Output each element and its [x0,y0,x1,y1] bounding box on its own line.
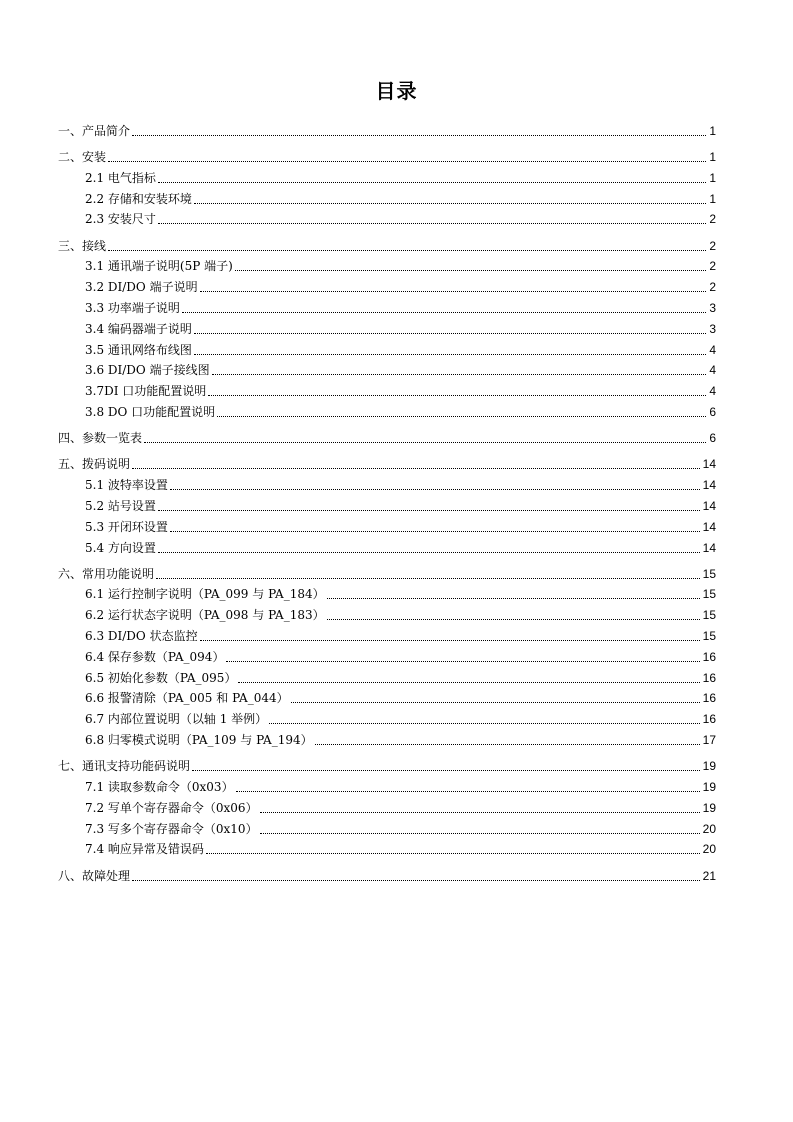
toc-section-entry[interactable] [58,582,716,603]
dot-leader [170,488,700,490]
toc-page-number: 3 [709,321,716,336]
dot-leader [132,879,700,881]
table-of-contents [58,118,716,884]
toc-section-entry[interactable] [58,378,716,399]
toc-chapter-entry[interactable] [58,144,716,165]
dot-leader [194,332,706,334]
toc-section-entry[interactable] [58,706,716,727]
dot-leader [226,660,699,662]
toc-section-entry[interactable] [58,686,716,707]
dot-leader [170,530,700,532]
dot-leader [235,269,707,271]
toc-entry-text: 2.3 安装尺寸 [85,212,156,227]
toc-page-number: 4 [709,342,716,357]
toc-page-number: 14 [702,519,716,534]
toc-section-entry[interactable] [58,795,716,816]
toc-page-number: 16 [702,712,716,727]
toc-page-number: 1 [709,123,716,138]
toc-section-entry[interactable] [58,535,716,556]
toc-entry-text: 八、故障处理 [58,868,131,883]
toc-page-number: 20 [702,842,716,857]
toc-entry-text: 3.8 DO 口功能配置说明 [85,404,216,419]
toc-entry-text: 5.1 波特率设置 [85,478,168,493]
toc-entry-text: 5.3 开闭环设置 [85,519,168,534]
dot-leader [260,832,700,834]
toc-page-number: 14 [702,478,716,493]
toc-section-entry[interactable] [58,602,716,623]
dot-leader [158,222,706,224]
dot-leader [208,394,706,396]
toc-entry-text: 6.1 运行控制字说明（PA_099 与 PA_184） [85,587,325,602]
toc-section-entry[interactable] [58,295,716,316]
toc-entry-text: 六、常用功能说明 [58,566,155,581]
toc-section-entry[interactable] [58,165,716,186]
toc-entry-text: 7.2 写单个寄存器命令（0x06） [85,800,258,815]
dot-leader [269,722,699,724]
toc-page-number: 6 [709,431,716,446]
dot-leader [200,639,700,641]
toc-entry-text: 四、参数一览表 [58,431,143,446]
toc-page-number: 4 [709,363,716,378]
dot-leader [291,701,700,703]
toc-entry-text: 五、拨码说明 [58,457,131,472]
dot-leader [132,134,706,136]
dot-leader [158,181,706,183]
page-title: 目录 [375,79,418,103]
dot-leader [144,441,706,443]
toc-section-entry[interactable] [58,493,716,514]
toc-chapter-entry[interactable] [58,233,716,254]
dot-leader [158,551,700,553]
toc-section-entry[interactable] [58,837,716,858]
dot-leader [327,597,700,599]
toc-entry-text: 3.4 编码器端子说明 [85,321,192,336]
toc-section-entry[interactable] [58,623,716,644]
dot-leader [260,811,700,813]
toc-entry-text: 2.1 电气指标 [85,170,156,185]
toc-entry-text: 3.1 通讯端子说明(5P 端子) [85,259,233,274]
toc-page-number: 16 [702,691,716,706]
toc-page-number: 19 [702,780,716,795]
toc-entry-text: 3.5 通讯网络布线图 [85,342,192,357]
dot-leader [236,790,700,792]
toc-entry-text: 一、产品简介 [58,123,131,138]
dot-leader [194,353,706,355]
toc-chapter-entry[interactable] [58,753,716,774]
toc-entry-text: 三、接线 [58,238,107,253]
toc-page-number: 4 [709,384,716,399]
toc-section-entry[interactable] [58,337,716,358]
toc-chapter-entry[interactable] [58,863,716,884]
toc-section-entry[interactable] [58,254,716,275]
toc-page-number: 15 [702,629,716,644]
toc-entry-text: 6.7 内部位置说明（以轴 1 举例） [85,712,268,727]
toc-page-number: 1 [709,191,716,206]
toc-page-number: 14 [702,540,716,555]
dot-leader [108,160,706,162]
toc-page-number: 15 [702,608,716,623]
toc-section-entry[interactable] [58,316,716,337]
toc-page-number: 1 [709,170,716,185]
toc-page-number: 19 [702,800,716,815]
dot-leader [182,311,706,313]
dot-leader [206,852,700,854]
toc-page-number: 2 [709,212,716,227]
toc-section-entry[interactable] [58,816,716,837]
toc-entry-text: 3.2 DI/DO 端子说明 [85,280,198,295]
toc-entry-text: 3.7DI 口功能配置说明 [85,384,207,399]
toc-page-number: 20 [702,821,716,836]
toc-section-entry[interactable] [58,274,716,295]
toc-entry-text: 6.8 归零模式说明（PA_109 与 PA_194） [85,733,313,748]
toc-chapter-entry[interactable] [58,118,716,139]
toc-chapter-entry[interactable] [58,452,716,473]
toc-entry-text: 七、通讯支持功能码说明 [58,759,191,774]
toc-entry-text: 6.3 DI/DO 状态监控 [85,629,198,644]
dot-leader [217,415,706,417]
toc-page-number: 2 [709,280,716,295]
dot-leader [238,681,699,683]
toc-page-number: 19 [702,759,716,774]
toc-page-number: 2 [709,259,716,274]
toc-section-entry[interactable] [58,514,716,535]
toc-chapter-entry[interactable] [58,561,716,582]
toc-page-number: 15 [702,587,716,602]
dot-leader [212,373,707,375]
toc-page-number: 1 [709,149,716,164]
toc-entry-text: 7.4 响应异常及错误码 [85,842,204,857]
toc-page-number: 14 [702,498,716,513]
toc-section-entry[interactable] [58,644,716,665]
dot-leader [200,290,707,292]
dot-leader [194,202,706,204]
toc-page-number: 15 [702,566,716,581]
toc-page-number: 21 [702,868,716,883]
toc-page-number: 16 [702,649,716,664]
toc-entry-text: 7.1 读取参数命令（0x03） [85,780,234,795]
toc-section-entry[interactable] [58,399,716,420]
toc-entry-text: 3.3 功率端子说明 [85,300,180,315]
dot-leader [192,769,700,771]
dot-leader [108,249,706,251]
toc-entry-text: 6.5 初始化参数（PA_095） [85,670,237,685]
dot-leader [315,743,700,745]
toc-section-entry[interactable] [58,207,716,228]
dot-leader [156,577,700,579]
toc-entry-text: 二、安装 [58,149,107,164]
toc-entry-text: 5.4 方向设置 [85,540,156,555]
toc-entry-text: 6.4 保存参数（PA_094） [85,649,225,664]
toc-entry-text: 7.3 写多个寄存器命令（0x10） [85,821,258,836]
toc-section-entry[interactable] [58,358,716,379]
toc-page-number: 2 [709,238,716,253]
toc-page-number: 16 [702,670,716,685]
toc-section-entry[interactable] [58,774,716,795]
toc-chapter-entry[interactable] [58,425,716,446]
toc-page-number: 6 [709,404,716,419]
dot-leader [158,509,700,511]
toc-page-number: 14 [702,457,716,472]
dot-leader [132,467,700,469]
toc-entry-text: 3.6 DI/DO 端子接线图 [85,363,210,378]
toc-entry-text: 6.6 报警清除（PA_005 和 PA_044） [85,691,289,706]
toc-entry-text: 6.2 运行状态字说明（PA_098 与 PA_183） [85,608,325,623]
toc-page-number: 3 [709,300,716,315]
toc-section-entry[interactable] [58,472,716,493]
toc-entry-text: 5.2 站号设置 [85,498,156,513]
toc-section-entry[interactable] [58,665,716,686]
toc-section-entry[interactable] [58,727,716,748]
toc-section-entry[interactable] [58,186,716,207]
dot-leader [327,618,700,620]
toc-entry-text: 2.2 存储和安装环境 [85,191,192,206]
toc-page-number: 17 [702,733,716,748]
